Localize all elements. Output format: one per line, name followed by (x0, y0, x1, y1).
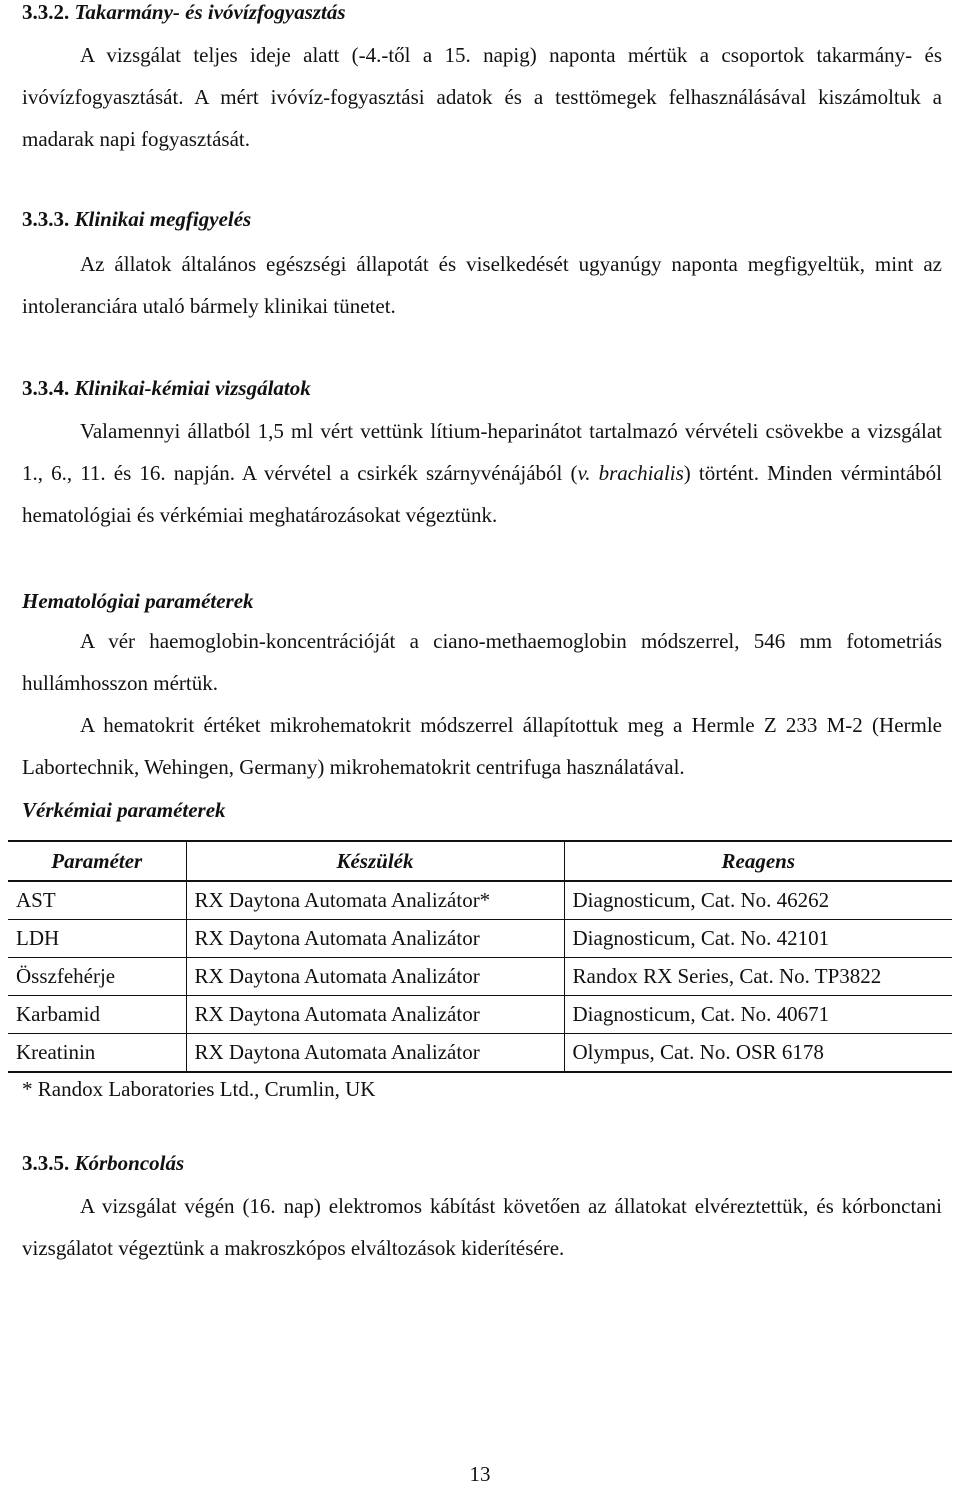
table-header-row (8, 841, 952, 881)
section-heading-3-3-3: 3.3.3. Klinikai megfigyelés (22, 207, 252, 231)
table-cell: Diagnosticum, Cat. No. 40671 (564, 996, 952, 1034)
table-row (8, 1034, 952, 1073)
table-footnote: * Randox Laboratories Ltd., Crumlin, UK (22, 1077, 376, 1101)
page-number: 13 (469, 1462, 491, 1486)
table-cell: RX Daytona Automata Analizátor (186, 958, 564, 996)
hematology-paragraph-2: A hematokrit értéket mikrohematokrit módszerrel állapítottuk meg a Hermle Z 233 M-2 (Hermle Labortechnik, Wehingen, Germany) mikrohematokrit centrifuga használatával. (22, 713, 942, 779)
table-cell: AST (8, 881, 186, 920)
table-cell: Diagnosticum, Cat. No. 46262 (564, 881, 952, 920)
section-text-3-3-4: Valamennyi állatból 1,5 ml vért vettünk lítium-heparinátot tartalmazó vérvételi csövekbe a vizsgálat 1., 6., 11. és 16. napján. A vérvétel a csirkék szárnyvénájából (v. brachialis) történt. Minden vérmintából hematológiai és vérkémiai meghatározásokat végeztünk. (22, 419, 942, 527)
section-text-3-3-3: Az állatok általános egészségi állapotát és viselkedését ugyanúgy naponta megfigyeltük, mint az intoleranciára utaló bármely klinikai tünetet. (22, 252, 942, 318)
table-cell: RX Daytona Automata Analizátor (186, 920, 564, 958)
table-cell: LDH (8, 920, 186, 958)
hematology-paragraph-1: A vér haemoglobin-koncentrációját a ciano-methaemoglobin módszerrel, 546 mm fotometriás hullámhosszon mértük. (22, 629, 942, 695)
table-cell: RX Daytona Automata Analizátor (186, 1034, 564, 1073)
table-row (8, 996, 952, 1034)
table-cell: Diagnosticum, Cat. No. 42101 (564, 920, 952, 958)
table-cell: Összfehérje (8, 958, 186, 996)
hematology-heading: Hematológiai paraméterek (22, 589, 254, 613)
section-text-3-3-2: A vizsgálat teljes ideje alatt (-4.-től a 15. napig) naponta mértük a csoportok takarmány- és ivóvízfogyasztását. A mért ivóvíz-fogyasztási adatok és a testtömegek felhasználásával kiszámoltuk a madarak napi fogyasztását. (22, 43, 942, 151)
section-heading-3-3-5: 3.3.5. Kórboncolás (22, 1151, 185, 1175)
table-row (8, 920, 952, 958)
table-header-reagent: Reagens (564, 841, 952, 881)
table-cell: RX Daytona Automata Analizátor (186, 996, 564, 1034)
section-text-3-3-5: A vizsgálat végén (16. nap) elektromos kábítást követően az állatokat elvéreztettük, és kórbonctani vizsgálatot végeztünk a makroszkópos elváltozások kiderítésére. (22, 1194, 942, 1260)
table-cell: Olympus, Cat. No. OSR 6178 (564, 1034, 952, 1073)
table-cell: RX Daytona Automata Analizátor* (186, 881, 564, 920)
section-heading-3-3-2: 3.3.2. Takarmány- és ivóvízfogyasztás (22, 0, 346, 24)
table-cell: Karbamid (8, 996, 186, 1034)
table-header-device: Készülék (186, 841, 564, 881)
table-cell: Kreatinin (8, 1034, 186, 1073)
table-header-parameter: Paraméter (8, 841, 186, 881)
table-row (8, 958, 952, 996)
biochem-heading: Vérkémiai paraméterek (22, 798, 226, 822)
biochem-table (8, 840, 952, 1073)
section-heading-3-3-4: 3.3.4. Klinikai-kémiai vizsgálatok (22, 376, 311, 400)
table-cell: Randox RX Series, Cat. No. TP3822 (564, 958, 952, 996)
table-row (8, 881, 952, 920)
